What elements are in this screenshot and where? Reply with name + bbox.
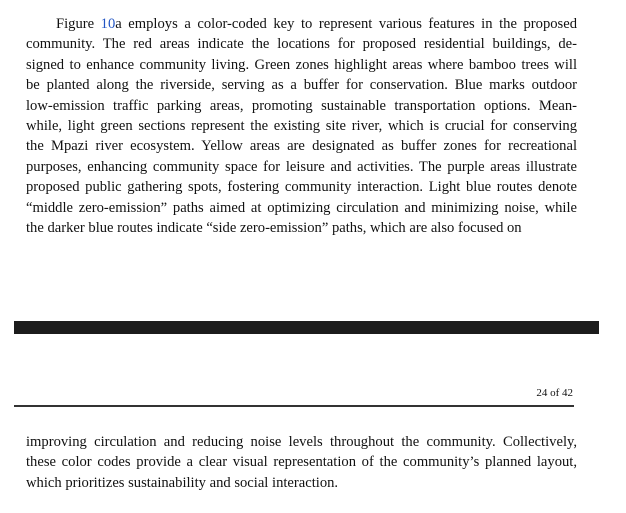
top-paragraph [26, 14, 577, 238]
text-segment: signed to enhance community living. Green zones highlight areas where bamboo trees will [26, 56, 577, 73]
text-segment: a employs a color-coded key to represent various features in the proposed [115, 16, 577, 32]
paragraph-line [26, 198, 577, 218]
text-segment: these color codes provide a clear visual representation of the community’s planned layout, [26, 454, 577, 471]
text-segment: proposed public gathering spots, fostering community interaction. Light blue routes denote [26, 179, 577, 196]
paragraph-line [26, 136, 577, 156]
figure-reference-link[interactable]: 10 [100, 16, 116, 32]
text-segment: purposes, enhancing community space for leisure and activities. The purple areas illustrate [26, 158, 577, 175]
paragraph-line [26, 452, 577, 472]
paragraph-line [26, 432, 577, 452]
text-segment: improving circulation and reducing noise levels throughout the community. Collectively, [26, 434, 577, 450]
text-segment: which prioritizes sustainability and social interaction. [26, 474, 339, 491]
paragraph-line [26, 34, 577, 54]
text-segment: the Mpazi river ecosystem. Yellow areas are designated as buffer zones for recreational [26, 138, 577, 155]
paragraph-line [26, 157, 577, 177]
paragraph-line [26, 75, 577, 95]
text-segment: low-emission traffic parking areas, promoting sustainable transportation options. Mean- [26, 97, 577, 114]
text-segment: be planted along the riverside, serving as a buffer for conservation. Blue marks outdoor [26, 77, 577, 94]
paragraph-line [26, 116, 577, 136]
footer-rule [14, 405, 574, 407]
paragraph-line [26, 177, 577, 197]
paragraph-line [26, 14, 577, 34]
page-number: 24 of 42 [536, 387, 573, 399]
text-segment: Figure [56, 16, 101, 32]
bottom-paragraph [26, 432, 577, 493]
text-segment: while, light green sections represent the existing site river, which is crucial for conserving [26, 118, 577, 135]
text-segment: community. The red areas indicate the locations for proposed residential buildings, de- [26, 36, 577, 53]
paragraph-line [26, 55, 577, 75]
paragraph-line [26, 218, 577, 238]
paragraph-line [26, 96, 577, 116]
paragraph-line [26, 473, 577, 493]
text-segment: the darker blue routes indicate “side zero-emission” paths, which are also focused on [26, 220, 522, 237]
text-segment: “middle zero-emission” paths aimed at optimizing circulation and minimizing noise, while [26, 199, 577, 216]
page-break-bar [14, 321, 599, 334]
